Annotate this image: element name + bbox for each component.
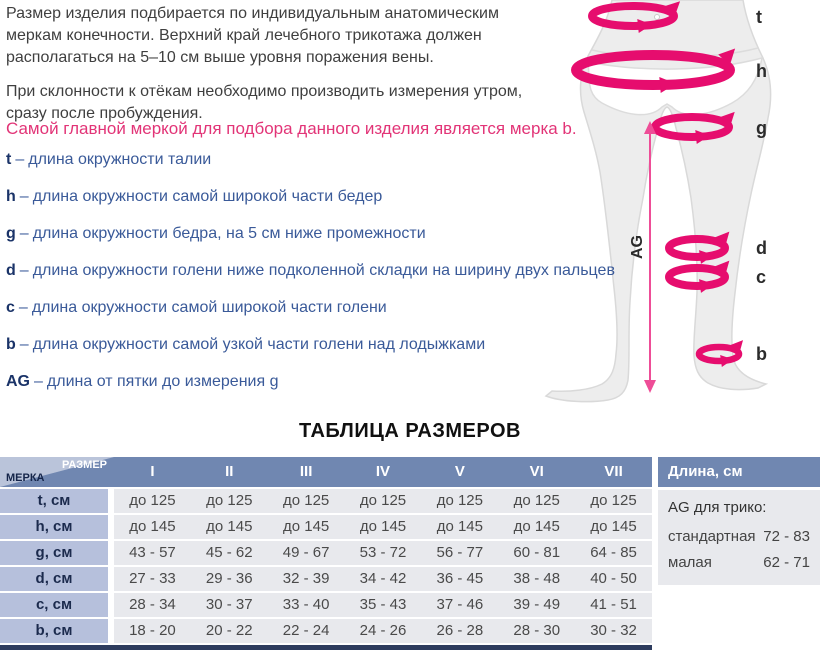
definition-separator: –	[19, 188, 29, 205]
length-panel-header: Длина, см	[658, 457, 820, 487]
length-row-label: стандартная	[668, 528, 756, 545]
table-cell: 30 - 32	[590, 622, 637, 639]
definition-separator: –	[19, 262, 29, 279]
table-cell: 27 - 33	[129, 570, 176, 587]
column-header-6: VI	[529, 463, 544, 480]
table-cell: 20 - 22	[205, 622, 253, 639]
row-label: t, см	[0, 489, 108, 513]
intro-paragraph-2: При склонности к отёкам необходимо производить измерения утром, сразу после пробуждения.	[6, 83, 523, 122]
column-header-1: I	[150, 463, 155, 480]
table-cell: 33 - 40	[282, 596, 330, 613]
length-row-value: 72 - 83	[763, 528, 810, 545]
definition-d	[6, 262, 706, 283]
table-cell: до 125	[436, 492, 483, 509]
definition-separator: –	[19, 225, 29, 242]
measure-definitions	[6, 151, 706, 410]
table-cell: 28 - 34	[129, 596, 176, 613]
definition-text: длина от пятки до измерения g	[46, 373, 279, 390]
table-cell: 53 - 72	[359, 544, 407, 561]
table-row-d	[0, 567, 652, 591]
diagram-label-b: b	[756, 344, 767, 364]
table-cell: до 145	[590, 518, 637, 535]
table-cell: до 145	[129, 518, 176, 535]
table-cell: 45 - 62	[205, 544, 253, 561]
definition-key: d	[6, 262, 16, 279]
definition-text: длина окружности самой широкой части бедер	[32, 188, 383, 205]
row-label: h, см	[0, 515, 108, 539]
table-cell: 34 - 42	[359, 570, 407, 587]
length-panel-subtitle: AG для трико:	[668, 499, 767, 516]
column-header-7: VII	[604, 463, 623, 480]
navel-dot	[655, 15, 660, 20]
table-corner-cell	[0, 457, 114, 487]
definition-c	[6, 299, 706, 320]
definition-separator: –	[18, 299, 28, 316]
table-cell: 35 - 43	[359, 596, 407, 613]
table-row-b	[0, 619, 652, 643]
diagram-label-t: t	[756, 7, 762, 27]
definition-key: c	[6, 299, 15, 316]
table-cell: 60 - 81	[513, 544, 561, 561]
table-cell: 22 - 24	[282, 622, 330, 639]
table-row-t	[0, 489, 652, 513]
table-cell: до 145	[206, 518, 253, 535]
length-row-small	[668, 550, 810, 576]
length-panel-body	[658, 490, 820, 585]
table-row-c	[0, 593, 652, 617]
row-label: d, см	[0, 567, 108, 591]
definition-h	[6, 188, 706, 209]
definition-separator: –	[19, 336, 29, 353]
table-cell: 18 - 20	[129, 622, 176, 639]
table-cell: 32 - 39	[282, 570, 330, 587]
ag-line-label: AG	[629, 235, 646, 259]
table-cell: до 145	[513, 518, 560, 535]
length-panel	[658, 457, 820, 585]
table-cell: до 125	[282, 492, 330, 509]
definition-text: длина окружности самой широкой части голени	[31, 299, 387, 316]
column-header-2: II	[225, 463, 234, 480]
table-row-g	[0, 541, 652, 565]
intro-paragraph-1: Размер изделия подбирается по индивидуальным анатомическим меркам конечности. Верхний край лечебного трикотажа должен располагаться на 5–10 см выше уровня поражения вены.	[6, 5, 499, 66]
length-row-standard	[668, 524, 810, 550]
table-cell: 40 - 50	[590, 570, 637, 587]
definition-b	[6, 336, 706, 357]
definition-key: g	[6, 225, 16, 242]
definition-text: длина окружности самой узкой части голени над лодыжками	[32, 336, 486, 353]
definition-text: длина окружности бедра, на 5 см ниже промежности	[32, 225, 426, 242]
table-cell: до 125	[206, 492, 253, 509]
size-table-title: ТАБЛИЦА РАЗМЕРОВ	[299, 420, 521, 442]
table-cell: 38 - 48	[513, 570, 561, 587]
definition-key: t	[6, 151, 12, 168]
row-label: c, см	[0, 593, 108, 617]
table-cell: 64 - 85	[590, 544, 637, 561]
column-header-4: IV	[375, 463, 391, 480]
diagram-label-c: c	[756, 267, 767, 287]
definition-separator: –	[15, 151, 25, 168]
diagram-label-d: d	[756, 238, 767, 258]
main-measure-highlight: Самой главной меркой для подбора данного изделия является мерка b.	[6, 119, 577, 138]
definition-g	[6, 225, 706, 246]
definition-ag	[6, 373, 706, 394]
diagram-label-g: g	[756, 118, 767, 138]
definition-separator: –	[34, 373, 43, 390]
table-cell: до 145	[436, 518, 483, 535]
table-cell: 24 - 26	[359, 622, 407, 639]
table-cell: до 125	[359, 492, 407, 509]
row-label: b, см	[0, 619, 108, 643]
table-cell: 36 - 45	[436, 570, 484, 587]
length-row-label: малая	[668, 554, 712, 571]
table-cell: 43 - 57	[129, 544, 176, 561]
table-row-h	[0, 515, 652, 539]
table-cell: 28 - 30	[513, 622, 561, 639]
definition-text: длина окружности голени ниже подколенной складки на ширину двух пальцев	[32, 262, 615, 279]
definition-key: AG	[6, 373, 30, 390]
table-cell: 29 - 36	[205, 570, 253, 587]
length-row-value: 62 - 71	[763, 554, 810, 571]
table-cell: до 145	[359, 518, 407, 535]
table-cell: до 125	[513, 492, 560, 509]
definition-t	[6, 151, 706, 172]
table-cell: 41 - 51	[590, 596, 637, 613]
corner-size-label: РАЗМЕР	[61, 459, 107, 471]
definition-key: h	[6, 188, 16, 205]
definition-text: длина окружности талии	[28, 151, 212, 168]
table-cell: до 125	[129, 492, 176, 509]
table-cell: до 145	[282, 518, 330, 535]
table-cell: до 125	[590, 492, 637, 509]
table-cell: 30 - 37	[205, 596, 253, 613]
table-bottom-bar	[0, 645, 652, 650]
size-table	[0, 457, 652, 643]
table-cell: 39 - 49	[513, 596, 561, 613]
diagram-label-h: h	[756, 61, 767, 81]
table-cell: 49 - 67	[282, 544, 330, 561]
row-label: g, см	[0, 541, 108, 565]
definition-key: b	[6, 336, 16, 353]
column-header-5: V	[454, 463, 465, 480]
column-header-3: III	[299, 463, 313, 480]
corner-merka-label: МЕРКА	[6, 472, 45, 484]
table-cell: 26 - 28	[436, 622, 484, 639]
table-cell: 56 - 77	[436, 544, 484, 561]
table-cell: 37 - 46	[436, 596, 484, 613]
size-table-header-row	[0, 457, 652, 487]
